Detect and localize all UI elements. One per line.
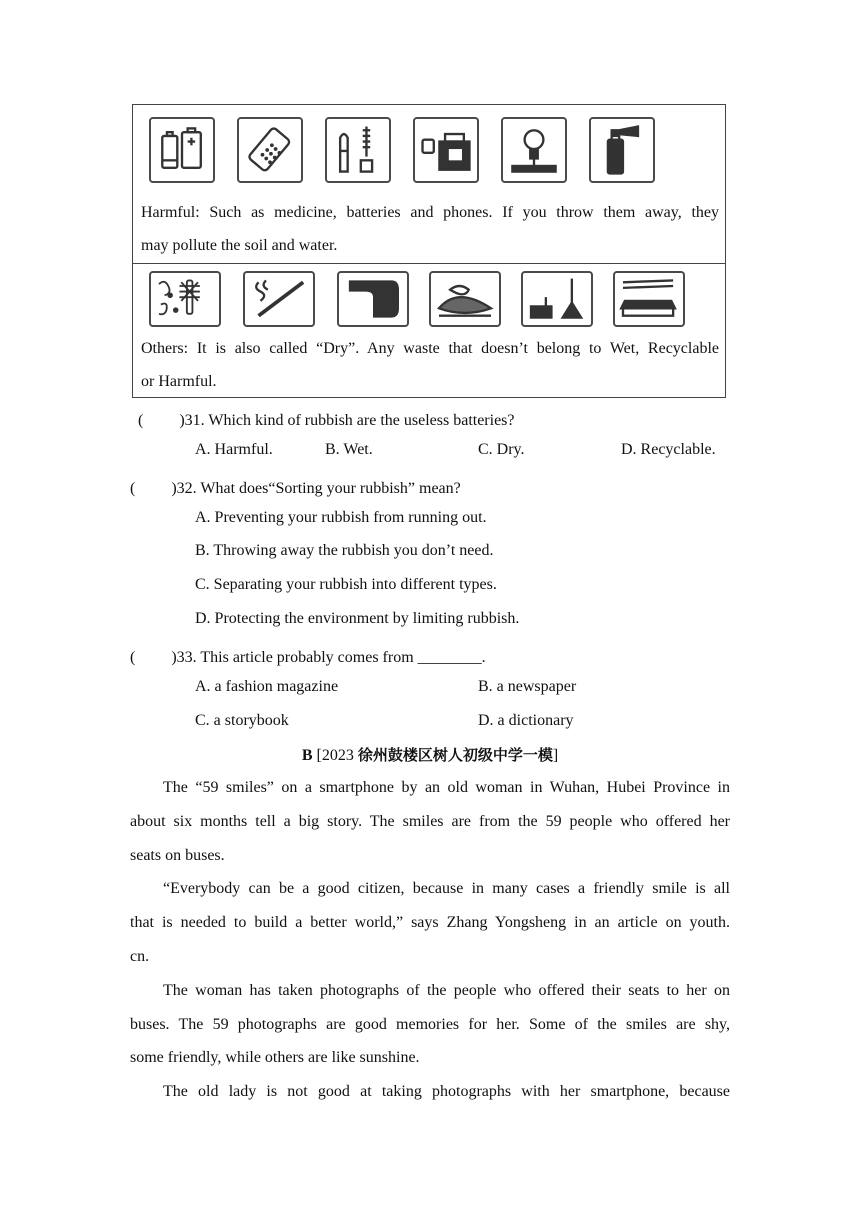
section-letter: B xyxy=(301,747,313,764)
question-32 xyxy=(130,475,461,498)
option-32-c: C. Separating your rubbish into different types. xyxy=(195,576,497,593)
answer-blank: ( ) xyxy=(138,412,185,429)
option-31-b: B. Wet. xyxy=(325,441,373,458)
option-33-a: A. a fashion magazine xyxy=(195,678,339,695)
passage-p1-line-3: seats on buses. xyxy=(130,847,225,864)
food-box-icon xyxy=(429,271,501,327)
source-open: [2023 xyxy=(312,747,358,764)
option-31-a: A. Harmful. xyxy=(195,441,273,458)
mobile-phone-icon xyxy=(237,117,303,183)
passage-p3-line-1: The woman has taken photographs of the people who offered their seats to her on xyxy=(163,982,730,999)
option-32-a: A. Preventing your rubbish from running out. xyxy=(195,509,487,526)
source-school: 徐州鼓楼区树人初级中学一模 xyxy=(357,746,553,764)
passage-p1-line-1: The “59 smiles” on a smartphone by an old woman in Wuhan, Hubei Province in xyxy=(163,779,730,796)
passage-p2-line-1: “Everybody can be a good citizen, because in many cases a friendly smile is all xyxy=(163,880,730,897)
cigarette-icon xyxy=(243,271,315,327)
harmful-description-line-1: Harmful: Such as medicine, batteries and phones. If you throw them away, they xyxy=(141,204,719,221)
section-b-heading xyxy=(0,744,860,765)
answer-blank: ( ) xyxy=(130,480,177,497)
question-stem: 32. What does“Sorting your rubbish” mean? xyxy=(176,480,461,497)
batteries-icon xyxy=(149,117,215,183)
question-stem: 33. This article probably comes from ________. xyxy=(176,649,486,666)
passage-p3-line-3: some friendly, while others are like sunshine. xyxy=(130,1049,420,1066)
option-31-c: C. Dry. xyxy=(478,441,525,458)
answer-blank: ( ) xyxy=(130,649,177,666)
dustpan-broom-icon xyxy=(521,271,593,327)
fluorescent-lamp-icon xyxy=(501,117,567,183)
waste-sorting-table xyxy=(132,104,726,398)
option-32-b: B. Throwing away the rubbish you don’t need. xyxy=(195,542,494,559)
others-description-line-2: or Harmful. xyxy=(141,373,217,390)
option-31-d: D. Recyclable. xyxy=(621,441,716,458)
spray-can-icon xyxy=(589,117,655,183)
disposable-box-icon xyxy=(613,271,685,327)
source-close: ] xyxy=(552,747,559,764)
option-33-d: D. a dictionary xyxy=(478,712,574,729)
passage-p2-line-2: that is needed to build a better world,” says Zhang Yongsheng in an article on youth. xyxy=(130,914,730,931)
question-33 xyxy=(130,644,486,667)
brush-icon xyxy=(149,271,221,327)
passage-p1-line-2: about six months tell a big story. The smiles are from the 59 people who offered her xyxy=(130,813,730,830)
question-31 xyxy=(138,407,515,430)
medicine-bottle-icon xyxy=(413,117,479,183)
others-description-line-1: Others: It is also called “Dry”. Any waste that doesn’t belong to Wet, Recyclable xyxy=(141,340,719,357)
question-stem: 31. Which kind of rubbish are the useless batteries? xyxy=(184,412,515,429)
passage-p4-line-1: The old lady is not good at taking photographs with her smartphone, because xyxy=(163,1083,730,1100)
option-33-c: C. a storybook xyxy=(195,712,289,729)
passage-p3-line-2: buses. The 59 photographs are good memories for her. Some of the smiles are shy, xyxy=(130,1016,730,1033)
harmful-description-line-2: may pollute the soil and water. xyxy=(141,237,338,254)
tissue-paper-icon xyxy=(337,271,409,327)
passage-p2-line-3: cn. xyxy=(130,948,150,965)
option-32-d: D. Protecting the environment by limiting rubbish. xyxy=(195,610,520,627)
table-row-divider xyxy=(133,263,725,264)
thermometer-icon xyxy=(325,117,391,183)
option-33-b: B. a newspaper xyxy=(478,678,577,695)
